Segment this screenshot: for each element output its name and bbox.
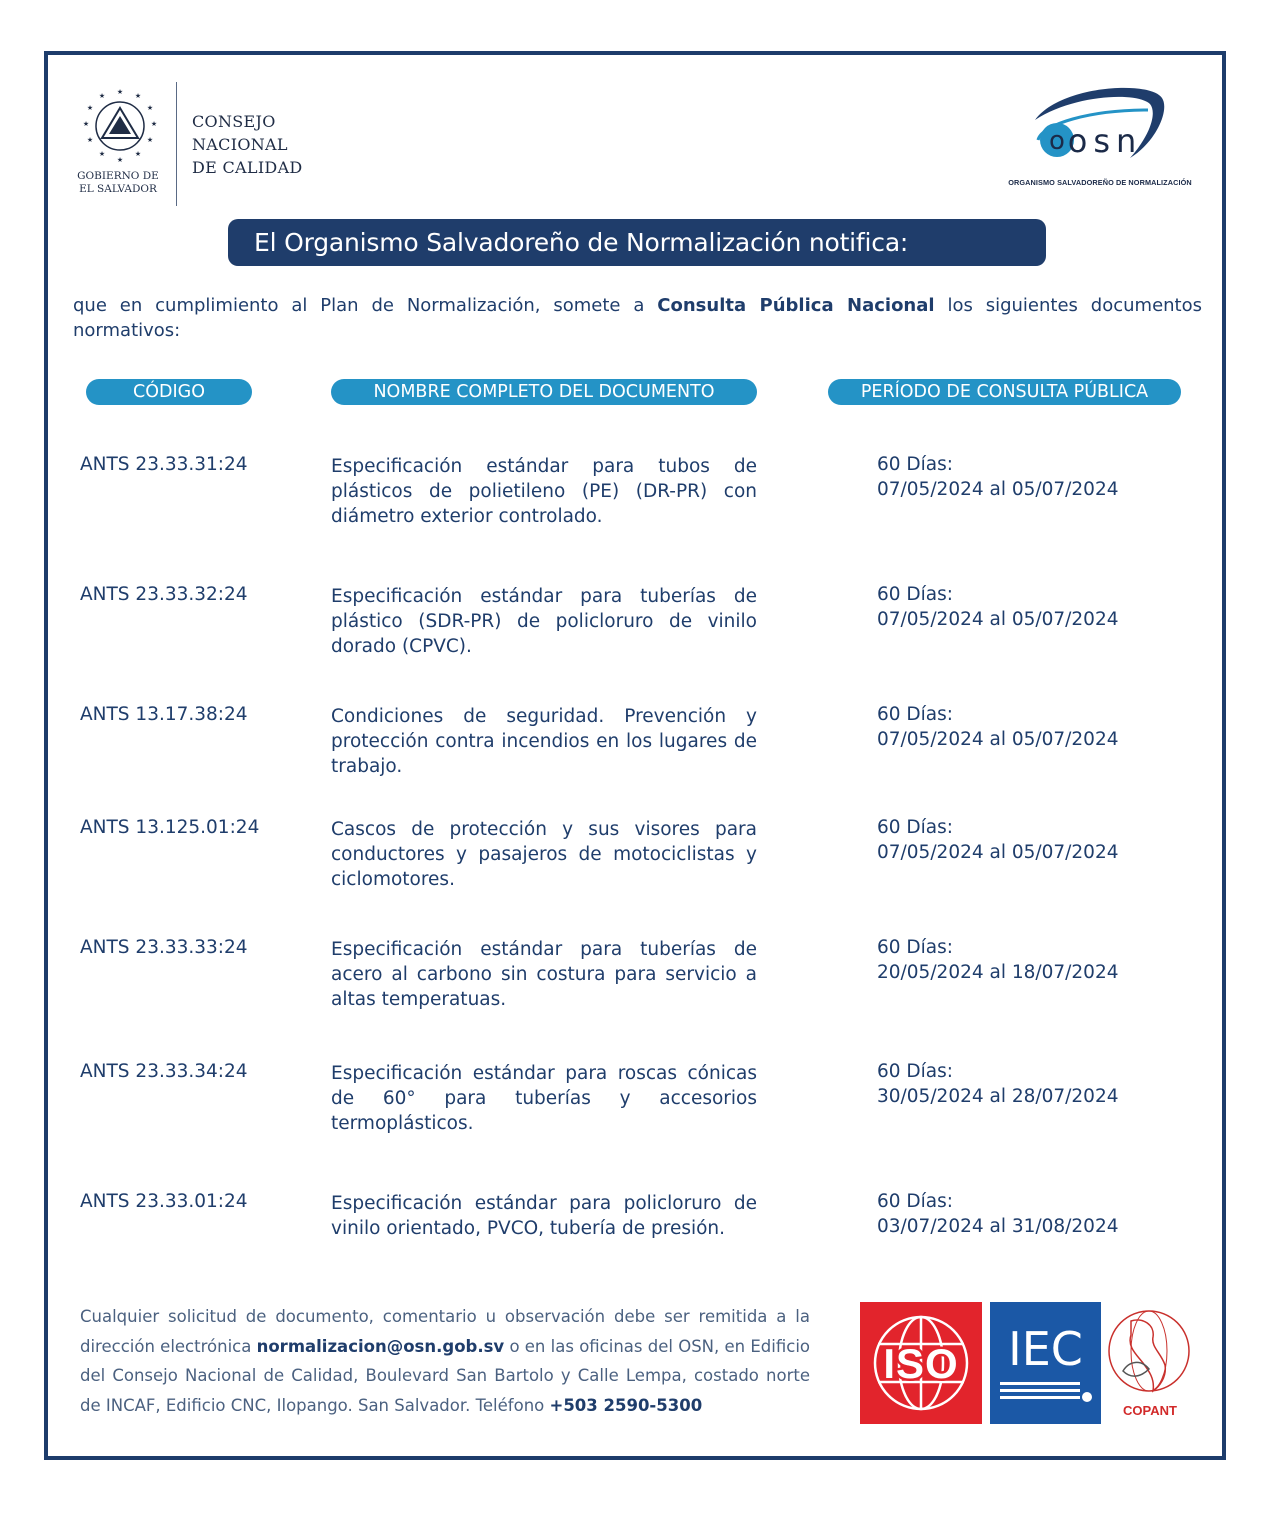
osn-emblem-icon [990, 80, 1210, 178]
coat-of-arms-icon [78, 86, 162, 166]
svg-text:★: ★ [98, 92, 106, 100]
americas-globe-icon [1103, 1303, 1197, 1403]
document-name: Especificación estándar para tuberías de acero al carbono sin costura para servicio a altas temperatuas. [331, 939, 757, 1010]
period-days: 60 Días: [877, 937, 954, 958]
cnc-line-1: CONSEJO [192, 112, 276, 131]
period-dates: 07/05/2024 al 05/07/2024 [877, 729, 1119, 750]
svg-text:o: o [1049, 126, 1065, 156]
consultation-period [877, 1059, 1197, 1109]
title-banner: El Organismo Salvadoreño de Normalización notifica: [228, 219, 1046, 266]
period-days: 60 Días: [877, 454, 954, 475]
svg-text:★: ★ [86, 104, 94, 112]
svg-text:★: ★ [86, 136, 94, 144]
document-name: Especificación estándar para tuberías de plástico (SDR-PR) de policloruro de vinilo dorado (CPVC). [331, 586, 757, 657]
svg-text:★: ★ [146, 104, 154, 112]
iec-wordmark: IEC [1008, 1322, 1083, 1376]
svg-text:★: ★ [98, 150, 106, 158]
intro-highlight: Consulta Pública Nacional [657, 295, 935, 316]
consultation-period [877, 702, 1197, 752]
svg-text:★: ★ [134, 92, 142, 100]
document-code: ANTS 23.33.34:24 [80, 1061, 248, 1082]
footer-text-2: o en las oficinas del OSN, en Edificio del Consejo Nacional de Calidad, Boulevard San Bartolo y Calle Lempa, costado norte de INCAF, Edificio CNC, Ilopango. San Salvador. Teléfono [80, 1336, 810, 1415]
consultation-period [877, 1189, 1197, 1239]
osn-caption: ORGANISMO SALVADOREÑO DE NORMALIZACIÓN [1008, 178, 1192, 187]
document-code: ANTS 23.33.01:24 [80, 1191, 248, 1212]
document-name: Especificación estándar para tubos de plásticos de polietileno (PE) (DR-PR) con diámetro exterior controlado. [331, 456, 757, 527]
period-days: 60 Días: [877, 584, 954, 605]
contact-phone: +503 2590-5300 [549, 1395, 703, 1415]
period-days: 60 Días: [877, 1061, 954, 1082]
document-name: Cascos de protección y sus visores para conductores y pasajeros de motociclistas y ciclomotores. [331, 819, 757, 890]
column-header-period: PERÍODO DE CONSULTA PÚBLICA [828, 379, 1181, 405]
svg-text:★: ★ [116, 156, 124, 164]
document-code: ANTS 23.33.31:24 [80, 454, 248, 475]
period-dates: 30/05/2024 al 28/07/2024 [877, 1086, 1119, 1107]
consultation-period [877, 815, 1197, 865]
iso-logo [860, 1302, 982, 1424]
svg-text:★: ★ [82, 120, 90, 128]
iso-wordmark: ISO [883, 1340, 959, 1387]
intro-text-after: los siguientes documentos normativos: [73, 295, 1202, 341]
consultation-period [877, 452, 1197, 502]
document-code: ANTS 13.125.01:24 [80, 817, 260, 838]
iec-bars-icon [990, 1380, 1101, 1420]
svg-text:★: ★ [116, 88, 124, 96]
period-days: 60 Días: [877, 817, 954, 838]
column-header-name: NOMBRE COMPLETO DEL DOCUMENTO [331, 379, 757, 405]
period-days: 60 Días: [877, 704, 954, 725]
consultation-period [877, 935, 1197, 985]
svg-text:★: ★ [134, 150, 142, 158]
period-dates: 07/05/2024 al 05/07/2024 [877, 609, 1119, 630]
gov-line-1: GOBIERNO DE [77, 170, 159, 182]
gov-line-2: EL SALVADOR [79, 183, 157, 195]
government-logo [66, 86, 174, 206]
osn-logo [990, 80, 1210, 195]
period-days: 60 Días: [877, 1191, 954, 1212]
intro-text-before: que en cumplimiento al Plan de Normalización, somete a [73, 295, 658, 316]
document-name: Especificación estándar para policloruro de vinilo orientado, PVCO, tubería de presión. [331, 1193, 757, 1239]
document-code: ANTS 13.17.38:24 [80, 704, 248, 725]
document-name: Condiciones de seguridad. Prevención y protección contra incendios en los lugares de trabajo. [331, 706, 757, 777]
period-dates: 03/07/2024 al 31/08/2024 [877, 1216, 1119, 1237]
cnc-label [192, 110, 303, 179]
iec-logo [990, 1302, 1101, 1424]
cnc-line-2: NACIONAL [192, 135, 288, 154]
column-header-code: CÓDIGO [86, 379, 252, 405]
intro-paragraph [73, 293, 1202, 343]
document-code: ANTS 23.33.32:24 [80, 584, 248, 605]
copant-logo [1103, 1303, 1197, 1421]
period-dates: 07/05/2024 al 05/07/2024 [877, 842, 1119, 863]
document-name: Especificación estándar para roscas cónicas de 60° para tuberías y accesorios termoplásticos. [331, 1063, 757, 1134]
footer-text-1: Cualquier solicitud de documento, comentario u observación debe ser remitida a la dirección electrónica [80, 1307, 810, 1356]
government-label [66, 170, 170, 196]
svg-text:★: ★ [150, 120, 158, 128]
period-dates: 20/05/2024 al 18/07/2024 [877, 962, 1119, 983]
footer-contact-text [80, 1302, 810, 1420]
copant-wordmark: COPANT [1123, 1403, 1177, 1418]
contact-email-link[interactable]: normalizacion@osn.gob.sv [256, 1336, 505, 1356]
consultation-period [877, 582, 1197, 632]
osn-wordmark: osn [1067, 122, 1143, 160]
svg-text:★: ★ [146, 136, 154, 144]
cnc-line-3: DE CALIDAD [192, 158, 303, 177]
document-code: ANTS 23.33.33:24 [80, 937, 248, 958]
period-dates: 07/05/2024 al 05/07/2024 [877, 479, 1119, 500]
logo-divider [176, 82, 177, 206]
